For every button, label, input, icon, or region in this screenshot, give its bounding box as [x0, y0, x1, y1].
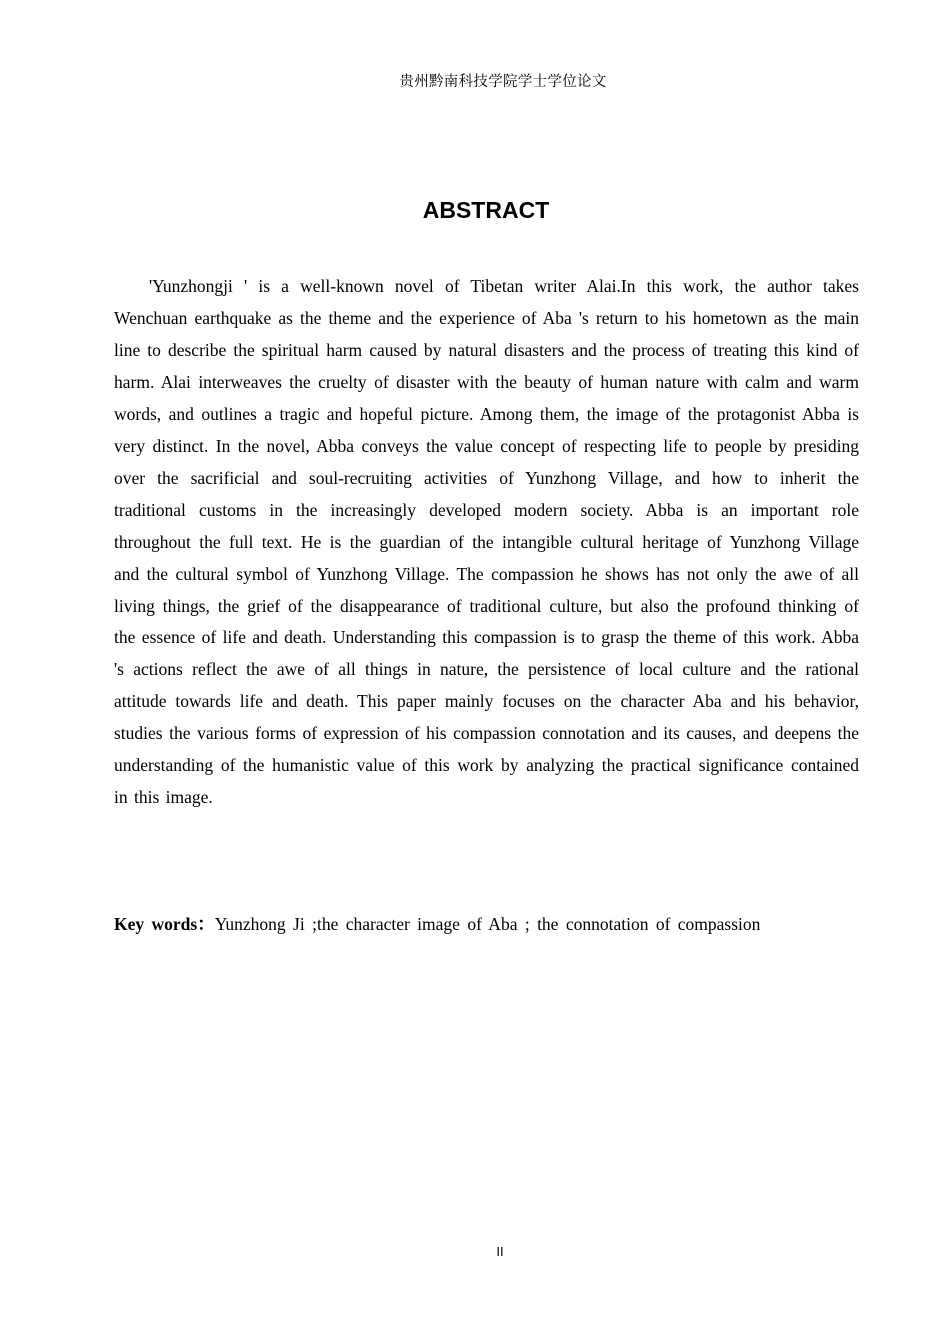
keywords: [114, 909, 859, 939]
page-number: II: [496, 1244, 504, 1259]
page-title: ABSTRACT: [422, 197, 550, 223]
running-header: 贵州黔南科技学院学士学位论文: [399, 74, 607, 90]
keywords-text: Yunzhong Ji ;the character image of Aba ; the connotation of compassion: [214, 914, 761, 934]
keywords-label: Key words：: [114, 914, 215, 934]
abstract-body: 'Yunzhongji ' is a well-known novel of Tibetan writer Alai.In this work, the author takes Wenchuan earthquake as the theme and the experience of Aba 's return to his hometown as the main line to describe the spiritual harm caused by natural disasters and the process of treating this kind of harm. Alai interweaves the cruelty of disaster with the beauty of human nature with calm and warm words, and outlines a tragic and hopeful picture. Among them, the image of the protagonist Abba is very distinct. In the novel, Abba conveys the value concept of respecting life to people by presiding over the sacrificial and soul-recruiting activities of Yunzhong Village, and how to inherit the traditional customs in the increasingly developed modern society. Abba is an important role throughout the full text. He is the guardian of the intangible cultural heritage of Yunzhong Village and the cultural symbol of Yunzhong Village. The compassion he shows has not only the awe of all living things, the grief of the disappearance of traditional culture, but also the profound thinking of the essence of life and death. Understanding this compassion is to grasp the theme of this work. Abba 's actions reflect the awe of all things in nature, the persistence of local culture and the rational attitude towards life and death. This paper mainly focuses on the character Aba and his behavior, studies the various forms of expression of his compassion connotation and its causes, and deepens the understanding of the humanistic value of this work by analyzing the practical significance contained in this image.: [114, 276, 859, 808]
